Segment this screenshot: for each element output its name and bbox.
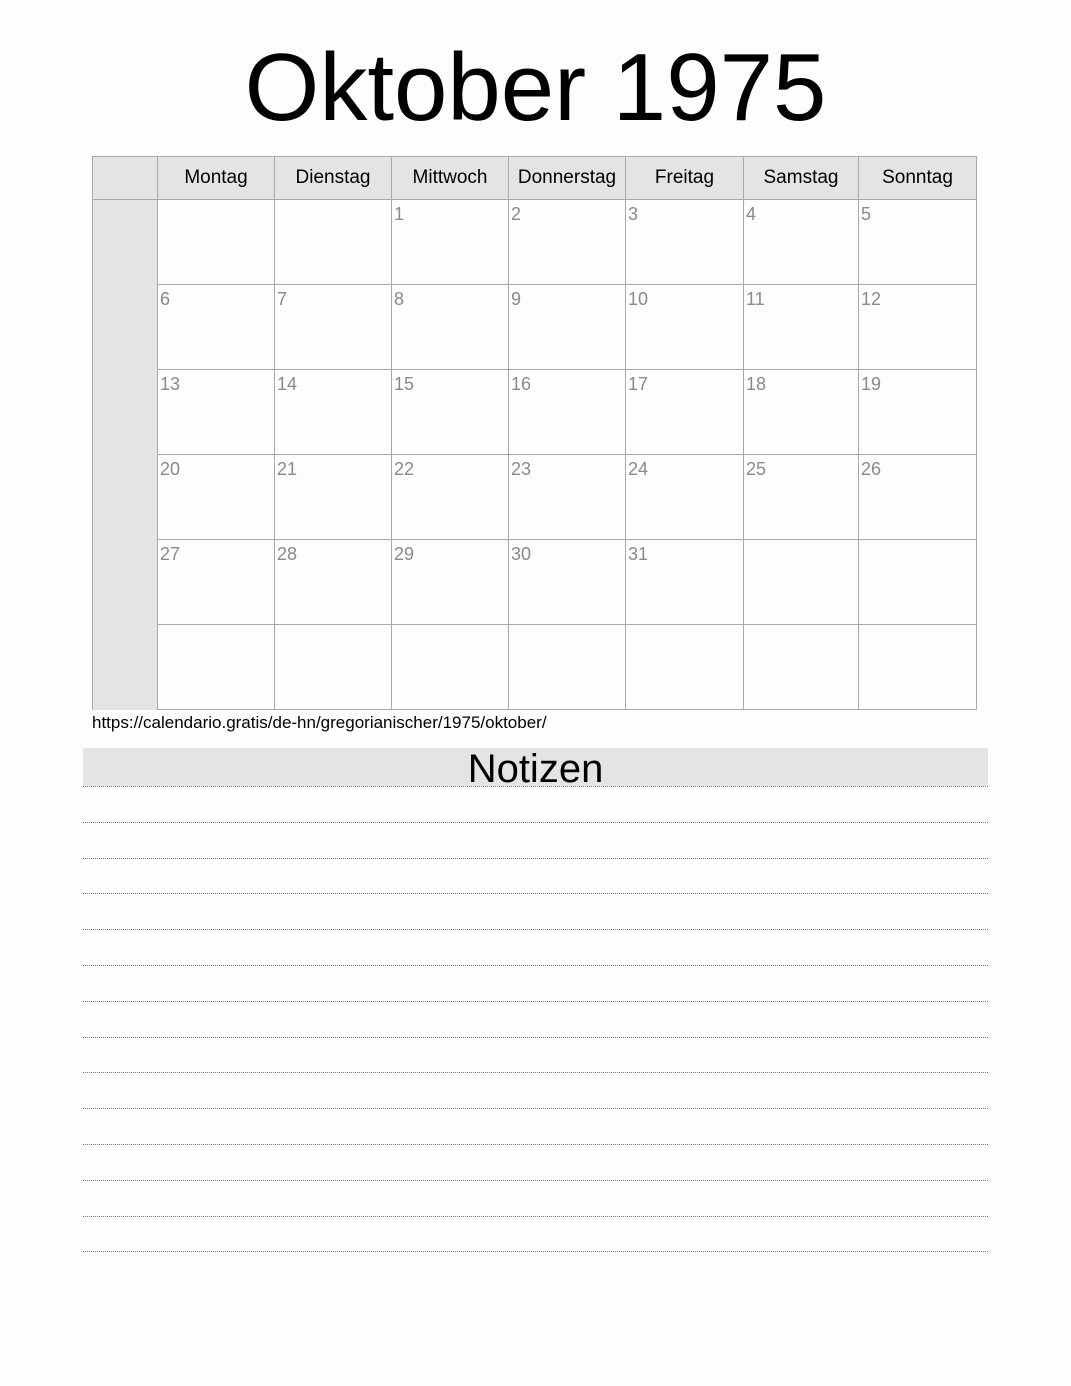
week-row [93, 200, 977, 285]
day-number [275, 200, 391, 204]
day-cell [392, 285, 509, 370]
day-cell [744, 285, 859, 370]
day-cell [626, 540, 744, 625]
day-cell [744, 455, 859, 540]
day-cell [744, 540, 859, 625]
day-number: 27 [160, 544, 181, 564]
source-url: https://calendario.gratis/de-hn/gregorianischer/1975/oktober/ [92, 713, 547, 732]
day-number [158, 200, 274, 204]
day-cell [275, 200, 392, 285]
day-number [275, 625, 391, 629]
day-cell [158, 200, 275, 285]
day-number [744, 625, 858, 629]
day-number: 30 [511, 544, 532, 564]
day-cell [392, 370, 509, 455]
weekday-wednesday: Mittwoch [392, 157, 509, 200]
weekday-tuesday: Dienstag [275, 157, 392, 200]
day-number: 2 [511, 204, 522, 224]
weekday-thursday: Donnerstag [509, 157, 626, 200]
day-number: 26 [861, 459, 882, 479]
day-number: 3 [628, 204, 639, 224]
notes-line [83, 893, 988, 894]
day-cell [744, 370, 859, 455]
day-cell [509, 625, 626, 710]
day-cell [626, 625, 744, 710]
notes-line [83, 1180, 988, 1181]
day-cell [275, 540, 392, 625]
notes-line [83, 1037, 988, 1038]
day-cell [158, 285, 275, 370]
day-number: 4 [746, 204, 757, 224]
week-number-cell [93, 625, 158, 710]
day-number: 13 [160, 374, 181, 394]
notes-line [83, 858, 988, 859]
notes-line [83, 929, 988, 930]
day-cell [744, 200, 859, 285]
day-cell [859, 625, 977, 710]
day-cell [859, 540, 977, 625]
day-number [859, 540, 976, 544]
day-cell [509, 540, 626, 625]
week-number-cell [93, 200, 158, 285]
day-cell [626, 370, 744, 455]
day-number: 12 [861, 289, 882, 309]
day-number: 24 [628, 459, 649, 479]
day-number: 25 [746, 459, 767, 479]
day-cell [859, 370, 977, 455]
notes-line [83, 1108, 988, 1109]
week-number-cell [93, 455, 158, 540]
day-number [626, 625, 743, 629]
day-cell [744, 625, 859, 710]
day-number: 10 [628, 289, 649, 309]
notes-line [83, 1251, 988, 1252]
day-cell [275, 625, 392, 710]
notes-line [83, 822, 988, 823]
day-cell [158, 540, 275, 625]
day-number: 14 [277, 374, 298, 394]
weekday-monday: Montag [158, 157, 275, 200]
day-cell [626, 455, 744, 540]
day-number [158, 625, 274, 629]
notes-line [83, 1144, 988, 1145]
weekday-saturday: Samstag [744, 157, 859, 200]
week-row [93, 625, 977, 710]
day-cell [509, 370, 626, 455]
week-row [93, 370, 977, 455]
week-row [93, 455, 977, 540]
day-number: 18 [746, 374, 767, 394]
day-number: 28 [277, 544, 298, 564]
notes-line [83, 1216, 988, 1217]
day-number [744, 540, 858, 544]
day-cell [275, 370, 392, 455]
week-number-cell [93, 540, 158, 625]
day-cell [158, 625, 275, 710]
day-number: 20 [160, 459, 181, 479]
day-number: 6 [160, 289, 171, 309]
day-cell [158, 370, 275, 455]
notes-line [83, 965, 988, 966]
notes-line [83, 1072, 988, 1073]
day-number [392, 625, 508, 629]
day-cell [392, 540, 509, 625]
day-cell [392, 455, 509, 540]
day-cell [859, 455, 977, 540]
day-cell [509, 285, 626, 370]
page-title: Oktober 1975 [244, 34, 827, 141]
week-row [93, 540, 977, 625]
day-cell [392, 625, 509, 710]
day-cell [275, 285, 392, 370]
day-cell [859, 285, 977, 370]
day-number: 21 [277, 459, 298, 479]
notes-heading: Notizen [83, 748, 988, 786]
week-number-header [93, 157, 158, 200]
weekday-sunday: Sonntag [859, 157, 977, 200]
day-number [859, 625, 976, 629]
notes-line [83, 786, 988, 787]
day-number: 29 [394, 544, 415, 564]
day-cell [626, 200, 744, 285]
week-number-cell [93, 370, 158, 455]
week-number-cell [93, 285, 158, 370]
week-row [93, 285, 977, 370]
day-cell [158, 455, 275, 540]
day-number: 22 [394, 459, 415, 479]
weekday-header-row [93, 157, 977, 200]
day-number: 11 [746, 289, 765, 309]
day-number: 15 [394, 374, 415, 394]
day-number: 16 [511, 374, 532, 394]
day-number: 23 [511, 459, 532, 479]
day-cell [275, 455, 392, 540]
day-cell [859, 200, 977, 285]
day-cell [626, 285, 744, 370]
day-cell [392, 200, 509, 285]
weekday-friday: Freitag [626, 157, 744, 200]
day-number: 7 [277, 289, 288, 309]
day-number: 31 [628, 544, 649, 564]
notes-line [83, 1001, 988, 1002]
day-cell [509, 455, 626, 540]
day-number: 9 [511, 289, 522, 309]
day-number: 17 [628, 374, 649, 394]
calendar-grid [92, 156, 977, 710]
day-number [509, 625, 625, 629]
day-number: 19 [861, 374, 882, 394]
day-number: 1 [394, 204, 405, 224]
day-cell [509, 200, 626, 285]
day-number: 8 [394, 289, 405, 309]
day-number: 5 [861, 204, 872, 224]
